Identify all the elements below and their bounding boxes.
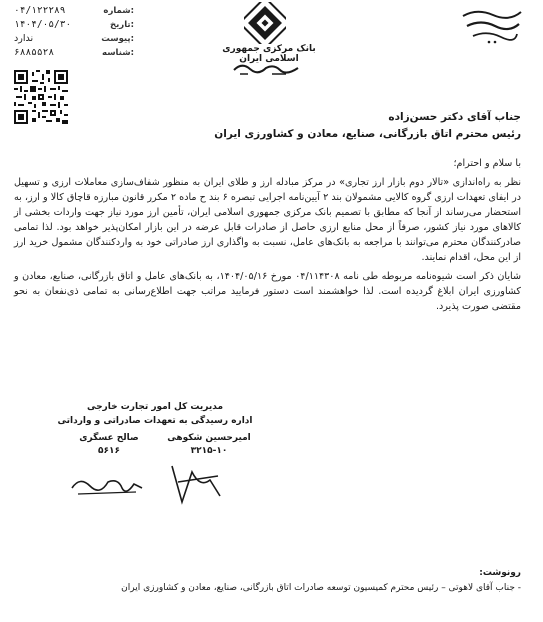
central-bank-emblem-icon: [244, 2, 286, 44]
cc-section: [14, 566, 521, 596]
letter-number: ۰۴/۱۲۲۲۸۹: [14, 5, 66, 16]
cc-label: رونوشت:: [479, 568, 521, 578]
addressee-line-2: رئیس محترم اتاق بازرگانی، صنایع، معادن و کشاورزی ایران: [214, 128, 521, 140]
department-line-1: مدیریت کل امور تجارت خارجی: [86, 402, 224, 412]
signatory-1: [164, 432, 254, 458]
cc-line: - جناب آقای لاهوتی – رئیس محترم کمیسیون توسعه صادرات اتاق بازرگانی، صنایع، معادن و کشاورزی ایران: [121, 583, 521, 593]
letter-meta: [14, 4, 134, 60]
handwritten-signatures: [60, 458, 260, 508]
signatory-1-code: ۳۲۱۵-۱۰: [190, 446, 228, 456]
letter-attachment: ندارد: [14, 33, 34, 44]
letter-date: ۱۴۰۴/۰۵/۳۰: [14, 19, 72, 30]
letter-number-label: شماره:: [103, 6, 134, 16]
meta-date-row: [14, 18, 134, 32]
bank-name: بانک مرکزی جمهوری اسلامی ایران: [222, 44, 316, 64]
meta-number-row: [14, 4, 134, 18]
meta-attachment-row: [14, 32, 134, 46]
addressee-line-1: جناب آقای دکتر حسن‌زاده: [388, 111, 521, 123]
signatory-2: [64, 432, 154, 458]
letter-date-label: تاریخ:: [109, 20, 134, 30]
bank-calligraphy-mark: [228, 56, 308, 78]
letter-id-label: شناسه:: [102, 48, 134, 58]
letter-id: ۶۸۸۵۵۲۸: [14, 47, 55, 58]
signatory-2-code: ۵۶۱۶: [98, 446, 120, 456]
greeting: با سلام و احترام؛: [453, 158, 521, 169]
signature-department: [50, 400, 260, 428]
signatories: [64, 432, 254, 458]
letter-body: [14, 110, 521, 318]
paragraph-1: نظر به راه‌اندازی «تالار دوم بازار ارز تجاری» در مرکز مبادله ارز و طلای ایران به منظور شفاف‌سازی معاملات ارزی و تسهیل در ایفای تعهدات ارزی گروه کالایی مشمولان بند ۲ آیین‌نامه اجرایی تبصره ۶ بند ح ماده ۲ مکرر قانون مبارزه قاچاق کالا و ارز، به استحضار می‌رساند از آنجا که مطابق با تصمیم بانک مرکزی جمهوری اسلامی ایران، تأمین ارز مورد نیاز جهت واردات بخشی از کالاهای مورد نیاز کشور، صرفاً از محل منابع ارزی حاصل از صادرات قابل عرضه در این بازار امکان‌پذیر خواهد بود. لذا تمامی صادرکنندگان محترم می‌توانند با مراجعه به بانک‌های عامل، نسبت به واگذاری ارز صادراتی خود به واردکنندگان مشمول خرید ارز از این محل، اقدام نمایند.: [14, 177, 521, 263]
paragraph-2: شایان ذکر است شیوه‌نامه مربوطه طی نامه ۰۴/۱۱۴۳۰۸ مورخ ۱۴۰۴/۰۵/۱۶، به بانک‌های عامل و اتاق بازرگانی، صنایع، معادن و کشاورزی ایران ابلاغ گردیده است. لذا خواهشمند است دستور فرمایید مراتب جهت اطلاع‌رسانی به تمامی ذی‌نفعان به نحو مقتضی صورت پذیرد.: [14, 271, 521, 312]
department-line-2: اداره رسیدگی به تعهدات صادراتی و وارداتی: [57, 416, 253, 426]
signatory-2-name: صالح عسگری: [79, 433, 139, 443]
ministry-emblem-icon: [459, 6, 525, 46]
meta-id-row: [14, 46, 134, 60]
letter-attachment-label: پیوست:: [101, 34, 134, 44]
signatory-1-name: امیرحسین شکوهی: [167, 433, 251, 443]
